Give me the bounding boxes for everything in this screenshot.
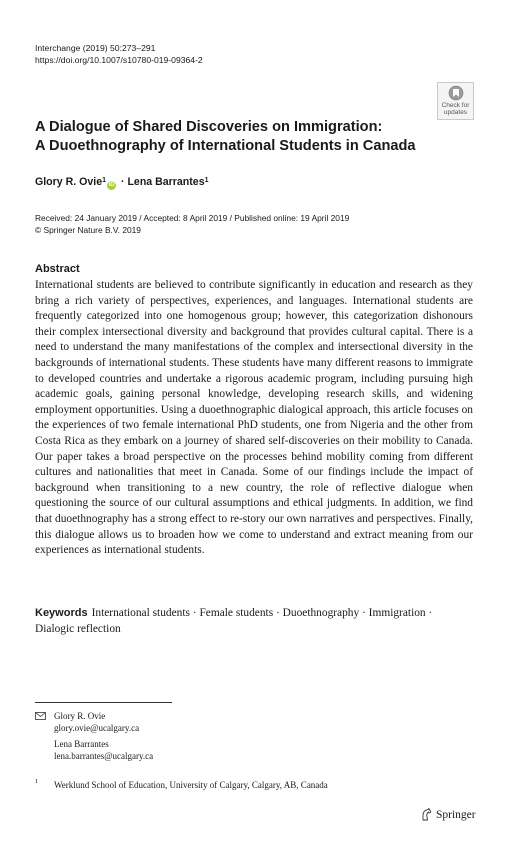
crossmark-icon — [448, 85, 464, 101]
contact-email[interactable]: glory.ovie@ucalgary.ca — [54, 723, 140, 733]
journal-citation: Interchange (2019) 50:273–291 — [35, 43, 156, 53]
author-name[interactable]: Glory R. Ovie — [35, 176, 103, 188]
doi-link[interactable]: https://doi.org/10.1007/s10780-019-09364-2 — [35, 55, 203, 65]
contact-entry — [35, 738, 335, 762]
contact-name: Lena Barrantes — [54, 739, 109, 749]
keywords-section — [35, 606, 473, 637]
keywords-label: Keywords — [35, 607, 88, 619]
springer-horse-icon — [420, 808, 432, 821]
author-list — [35, 175, 209, 190]
contact-email[interactable]: lena.barrantes@ucalgary.ca — [54, 751, 154, 761]
keywords-list: International students · Female students · Duoethnography · Immigration · Dialogic reflection — [35, 607, 433, 635]
contact-entry — [35, 710, 335, 734]
publisher-name: Springer — [436, 809, 476, 821]
footnote-divider — [35, 702, 172, 703]
publication-history — [35, 212, 349, 236]
affiliation-text: Werklund School of Education, University of Calgary, Calgary, AB, Canada — [54, 780, 328, 790]
author-name[interactable]: Lena Barrantes — [127, 176, 205, 188]
article-title — [35, 118, 455, 156]
copyright-line: © Springer Nature B.V. 2019 — [35, 225, 141, 235]
contact-name: Glory R. Ovie — [54, 711, 106, 721]
envelope-icon — [35, 712, 46, 720]
author-separator: · — [118, 176, 128, 188]
abstract-heading: Abstract — [35, 263, 80, 275]
title-line-1: A Dialogue of Shared Discoveries on Immigration: — [35, 119, 383, 135]
orcid-icon[interactable]: iD — [108, 182, 115, 188]
correspondence-block — [35, 710, 335, 766]
author-affiliation-marker: 1 — [204, 177, 209, 184]
abstract-text: International students are believed to contribute significantly in education and research as they bring a rich variety of perspectives, experiences, and languages. International students are frequently categorized into one homogenous group; however, this categorization dishonours their complex intersectional diversity and background that provides cultural capital. There is a need to understand the many manifestations of the complex and intersectional diversity in the backgrounds of international students. These students have many different reasons to immigrate to developed countries and undertake a rigorous academic program, including pursuing high academic goals, gaining personal knowledge, developing research skills, and widening employment opportunities. Using a duoethnographic dialogical approach, this article focuses on the experiences of two female international PhD students, one from Nigeria and the other from Costa Rica as they embark on a journey of shared self-discoveries on their mobility to Canada. Our paper takes a broad perspective on the processes behind mobility coming from different cultures and nationalities that meet in Canada. Some of our findings include the impact of background when transitioning to a new country, the role of reflective dialogue when questioning the source of our cultural assumptions and ethical judgments. In addition, we find that duoethnography has a strong effect to re-story our own narratives and perspectives. Finally, this dialogue allows us to broaden how we come to understand and extract meaning from our experiences as international students. — [35, 279, 473, 557]
author-affiliation-marker: 1 — [102, 177, 107, 184]
crossmark-label: Check for updates — [441, 102, 470, 116]
publisher-logo — [420, 808, 476, 821]
crossmark-badge[interactable] — [437, 82, 474, 120]
title-line-2: A Duoethnography of International Students in Canada — [35, 138, 416, 154]
affiliation-number: 1 — [35, 778, 39, 785]
journal-header — [35, 42, 203, 66]
date-history: Received: 24 January 2019 / Accepted: 8 April 2019 / Published online: 19 April 2019 — [35, 213, 350, 223]
